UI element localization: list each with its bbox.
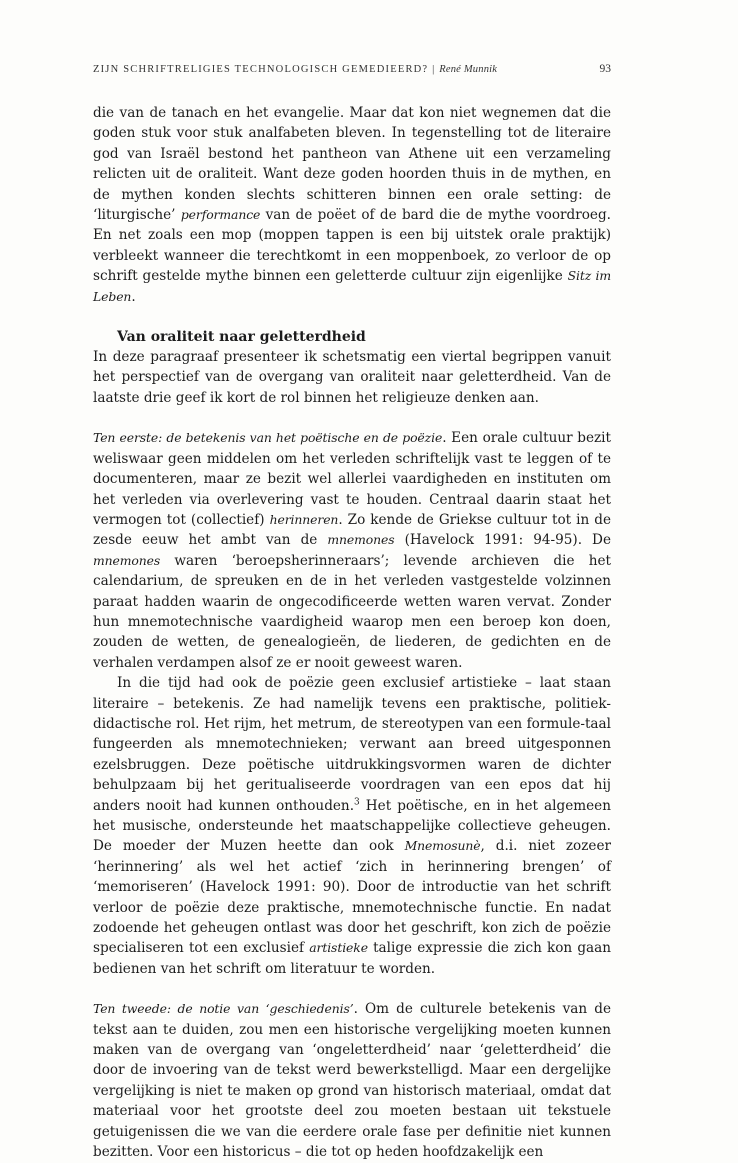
running-header (93, 63, 611, 75)
running-title-text: ZIJN SCHRIFTRELIGIES TECHNOLOGISCH GEMEDIEERD? | (93, 64, 436, 75)
paragraph-4 (93, 673, 611, 979)
text-run: In die tijd had ook de poëzie geen exclusief artistieke – laat staan literaire – betekenis. Ze had namelijk tevens een praktische, politiek-didactische rol. Het rijm, het metrum, de stereotypen van een formule-taal fungeerden als mnemotechnieken; verwant aan breed uitgesponnen ezelsbruggen. Deze poëtische uitdrukkingsvormen waren de dichter behulpzaam bij het geritualiseerde voordragen van een epos dat hij anders nooit had kunnen onthouden. (93, 675, 611, 814)
text-run: van de poëet of de bard die de mythe voordroeg. En net zoals een mop (moppen tappen is een bij uitstek orale praktijk) verbleekt wanneer die terechtkomt in een moppenboek, zo verloor de op schrift gestelde mythe binnen een geletterde cultuur zijn eigenlijke (93, 207, 611, 285)
footnote-marker[interactable]: 3 (354, 797, 360, 808)
italic-run: Ten tweede: de notie van ‘geschiedenis’ (93, 1001, 354, 1017)
paragraph-2: In deze paragraaf presenteer ik schetsmatig een viertal begrippen vanuit het perspectief van de overgang van oraliteit naar geletterdheid. Van de laatste drie geef ik kort de rol binnen het religieuze denken aan. (93, 349, 611, 406)
text-run: . (131, 288, 136, 305)
page-body (93, 103, 611, 1163)
italic-run: Ten eerste: de betekenis van het poëtische en de poëzie (93, 430, 443, 446)
author-name: René Munnik (439, 64, 498, 75)
spacer (93, 979, 611, 999)
text-run: Het poëtische, en in het algemeen het musische, ondersteunde het maatschappelijke collectieve geheugen. De moeder der Muzen heette dan ook (93, 797, 611, 855)
text-run: . Zo kende de Griekse cultuur tot in de zesde eeuw het ambt van de (93, 511, 612, 549)
italic-run: artistieke (309, 940, 368, 956)
text-run: . Om de culturele betekenis van de tekst aan te duiden, zou men een historische vergelijking moeten kunnen maken van de overgang van ‘ongeletterdheid’ naar ‘geletterdheid’ die door de invoering van de tekst werd bewerkstelligd. Maar een dergelijke vergelijking is niet te maken op grond van historisch materiaal, omdat dat materiaal voor het grootste deel zou moeten bestaan uit tekstuele getuigenissen die we van die eerdere orale fase per definitie niet kunnen bezitten. Voor een historicus – die tot op heden hoofdzakelijk een (93, 1001, 611, 1161)
text-run: die van de tanach en het evangelie. Maar dat kon niet wegnemen dat die goden stuk voor stuk analfabeten bleven. In tegenstelling tot de literaire god van Israël bestond het pantheon van Athene uit een verzameling relicten uit de oraliteit. Want deze goden hoorden thuis in de mythen, en de mythen konden slechts schitteren binnen een orale setting: de ‘liturgische’ (93, 105, 611, 224)
paragraph-3 (93, 428, 611, 673)
text-run: (Havelock 1991: 94-95). De (394, 532, 611, 549)
page-number: 93 (599, 63, 611, 75)
text-run: talige expressie die zich kon gaan bedienen van het schrift om literatuur te worden. (93, 940, 611, 977)
spacer (93, 408, 611, 428)
paragraph-1 (93, 103, 611, 307)
text-run: , d.i. niet zozeer ‘herinnering’ als wel het actief ‘zich in herinnering brengen’ of ‘memoriseren’ (Havelock 1991: 90). Door de introductie van het schrift verloor de poëzie deze praktische, mnemotechnische functie. En nadat zodoende het geheugen ontlast was door het geschrift, kon zich de poëzie specialiseren tot een exclusief (93, 838, 611, 957)
text-run: waren ‘beroepsherinneraars’; levende archieven die het calendarium, de spreuken en de in het verleden vastgestelde volzinnen paraat hadden waarin de ongecodificeerde wetten waren vervat. Zonder hun mnemotechnische vaardigheid waarop men een beroep kon doen, zouden de wetten, de genealogieën, de liederen, de gedichten en de verhalen verdampen alsof ze er nooit geweest waren. (93, 552, 611, 671)
section-heading: Van oraliteit naar geletterdheid (117, 329, 366, 346)
italic-run: mnemones (93, 552, 161, 568)
italic-run: herinneren (269, 511, 339, 527)
running-title (93, 64, 497, 75)
paragraph-5 (93, 999, 611, 1162)
text-run: . Een orale cultuur bezit weliswaar geen middelen om het verleden schriftelijk vast te leggen of te documenteren, maar ze bezit wel allerlei vaardigheden en instituten om het verleden via overlevering vast te houden. Centraal daarin staat het vermogen tot (collectief) (93, 430, 611, 528)
italic-run: Mnemosunè (404, 838, 481, 854)
spacer (93, 307, 611, 327)
italic-run: mnemones (327, 532, 395, 548)
italic-run: performance (180, 207, 261, 223)
italic-run: Sitz im Leben (93, 268, 611, 304)
